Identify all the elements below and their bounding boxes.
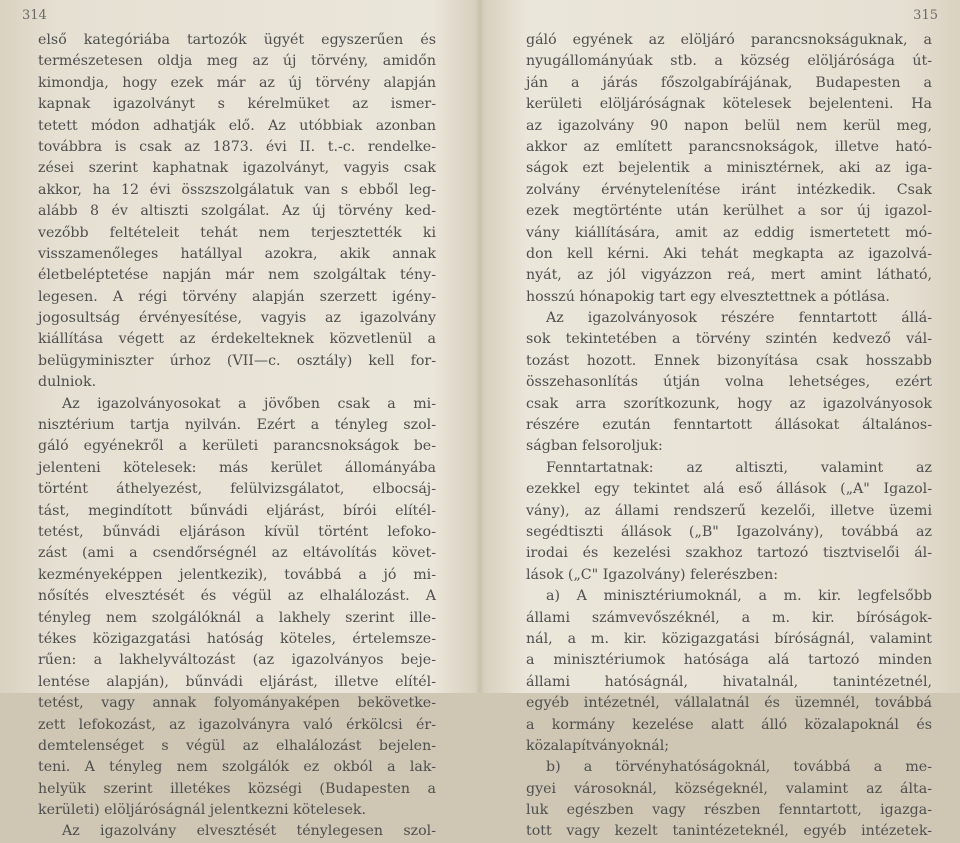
text-line: vány kiállítására, amit az eddig ismertetett mó- (526, 224, 932, 241)
text-line: nyát, az jól vigyázzon reá, mert amint látható, (526, 267, 932, 284)
text-line: természetesen oldja meg az új törvény, amidőn (38, 53, 436, 70)
text-line: tetést, bűnvádi eljáráson kívül történt lefoko- (38, 523, 436, 540)
text-line: kezményeképpen jelentkezik), továbbá a jó mi- (38, 566, 436, 583)
text-line: továbbra is csak az 1873. évi II. t.-c. rendelke- (38, 138, 436, 155)
right-page-text (516, 30, 938, 843)
text-line: irodai és kezelési szakhoz tartozó tisztviselői ál- (526, 545, 932, 562)
right-page (488, 0, 960, 840)
text-line: alább 8 év altiszti szolgálat. Az új törvény ked- (38, 203, 436, 220)
left-page (0, 0, 472, 840)
text-line: kapnak igazolványt s kérelmüket az ismer- (38, 96, 436, 113)
text-line: ságok ezt bejelentik a minisztérnek, aki az iga- (526, 160, 932, 177)
text-line: akkor az említett parancsnokságok, illetve ható- (526, 138, 932, 155)
text-line: jelenteni kötelesek: más kerület állományába (38, 459, 436, 476)
text-line: Fenntartatnak: az altiszti, valamint az (546, 459, 932, 476)
text-line: nál, a m. kir. közigazgatási bíróságnál, valamint (526, 630, 932, 647)
text-line: teni. A tényleg nem szolgálók ez okból a lak- (38, 759, 436, 776)
text-line: lások („C" Igazolvány) felerészben: (526, 566, 778, 583)
text-line: gáló egyének az elöljáró parancsnokságuknak, a (526, 32, 932, 48)
text-line: tetett módon adhatják elő. Az utóbbiak azonban (38, 117, 436, 134)
text-line: a minisztériumok hatósága alá tartozó minden (526, 652, 932, 669)
text-line: ezekkel egy tekintet alá eső állások („A" Igazol- (526, 481, 932, 498)
text-line: kerületi elöljáróságnak kötelesek bejelenteni. Ha (526, 96, 932, 113)
text-line: lentése alapján), bűnvádi eljárást, illetve elítél- (38, 673, 436, 690)
text-line: demtelenséget s végül az elhalálozást bejelen- (38, 737, 436, 754)
text-line: zolvány érvénytelenítése iránt intézkedik. Csak (526, 181, 932, 198)
text-line: zett lefokozást, az igazolványra való érkölcsi ér- (38, 716, 436, 733)
text-line: életbeléptetése napján már nem szolgáltak tény- (38, 267, 436, 284)
text-line: gáló egyénekről a kerületi parancsnokságok be- (38, 438, 436, 455)
text-line: luk egészben vagy részben fenntartott, igazga- (526, 802, 932, 819)
text-line: ján a járás főszolgabírájának, Budapesten a (526, 74, 932, 91)
text-line: Az igazolványosok részére fenntartott állá- (546, 310, 932, 327)
text-line: belügyminiszter úrhoz (VII—c. osztály) kell for- (38, 352, 436, 369)
left-page-text (22, 30, 462, 843)
text-line: tékes közigazgatási hatóság köteles, értelemsze- (38, 630, 436, 647)
text-line: akkor, ha 12 évi összszolgálatuk van s ebből leg- (38, 181, 436, 198)
text-line: tényleg nem szolgálóknál a lakhely szerint ille- (38, 609, 436, 626)
text-line: zást (ami a csendőrségnél az eltávolítás követ- (38, 545, 436, 562)
text-line: segédtiszti állások („B" Igazolvány), továbbá az (526, 523, 932, 540)
text-line: legesen. A régi törvény alapján szerzett igény- (38, 288, 436, 305)
text-line: csak arra szorítkozunk, hogy az igazolványosok (526, 395, 932, 412)
text-line: Az igazolványosokat a jövőben csak a mi- (62, 395, 436, 412)
page-number-left: 314 (22, 8, 47, 23)
text-line: a kormány kezelése alatt álló közalapoknál és (526, 716, 932, 733)
text-line: a) A minisztériumoknál, a m. kir. legfelsőbb (546, 588, 932, 605)
text-line: nősítés elvesztését és végül az elhalálozást. A (38, 588, 436, 605)
page-number-right: 315 (913, 8, 938, 23)
text-line: rűen: a lakhelyváltozást (az igazolványos beje- (38, 652, 436, 669)
text-line: vány), az állami rendszerű kezelői, illetve üzemi (526, 502, 932, 519)
text-line: jogosultság érvényesítése, vagyis az igazolvány (38, 310, 436, 327)
text-line: történt áthelyezést, felülvizsgálatot, elbocsáj- (38, 481, 436, 498)
text-line: állami hatóságnál, hivatalnál, tanintézetnél, (526, 673, 932, 690)
text-line: első kategóriába tartozók ügyét egyszerűen és (38, 32, 436, 48)
text-line: részére ezután fenntartott állásokat általános- (526, 417, 932, 434)
text-line: helyük szerint illetékes községi (Budapesten a (38, 780, 436, 797)
text-line: összehasonlítás útján volna lehetséges, ezért (526, 374, 932, 391)
text-line: vezőbb feltételeit tehát nem terjesztették ki (38, 224, 436, 241)
text-line: ezek megtörténte után kerülhet a sor új igazol- (526, 203, 932, 220)
text-line: gyei városoknál, községeknél, valamint az álta- (526, 780, 932, 797)
text-line: nisztérium tartja nyilván. Ezért a tényleg szol- (38, 417, 436, 434)
text-line: kerületi) elöljáróságnál jelentkezni kötelesek. (38, 802, 366, 819)
text-line: sok tekintetében a törvény szintén kedvező vál- (526, 331, 932, 348)
text-line: kimondja, hogy ezek már az új törvény alapján (38, 74, 436, 91)
text-line: visszamenőleges hatállyal azokra, akik annak (38, 245, 436, 262)
text-line: Az igazolvány elvesztését ténylegesen szol- (62, 823, 436, 840)
text-line: egyéb intézetnél, vállalatnál és üzemnél, továbbá (526, 695, 932, 712)
text-line: don kell kérni. Aki tehát megkapta az igazolvá- (526, 245, 932, 262)
text-line: tást, megindított bűnvádi eljárást, bírói elítél- (38, 502, 436, 519)
text-line: az igazolvány 90 napon belül nem kerül meg, (526, 117, 932, 134)
text-line: zései szerint kaphatnak igazolványt, vagyis csak (38, 160, 436, 177)
text-line: tozást hozott. Ennek bizonyítása csak hosszabb (526, 352, 932, 369)
text-line: tott vagy kezelt tanintézeteknél, egyéb intézetek- (526, 823, 932, 840)
text-line: kiállítása végett az érdekelteknek közvetlenül a (38, 331, 436, 348)
text-line: közalapítványoknál; (526, 737, 670, 754)
text-line: hosszú hónapokig tart egy elvesztettnek a pótlása. (526, 288, 890, 305)
text-line: dulniok. (38, 374, 97, 391)
text-line: b) a törvényhatóságoknál, továbbá a me- (546, 759, 932, 776)
text-line: nyugállományúak stb. a község elöljárósága út- (526, 53, 932, 70)
text-line: állami számvevőszéknél, a m. kir. bíróságok- (526, 609, 932, 626)
text-line: ságban felsoroljuk: (526, 438, 663, 455)
text-line: tetést, vagy annak folyományaképen bekövetke- (38, 695, 436, 712)
